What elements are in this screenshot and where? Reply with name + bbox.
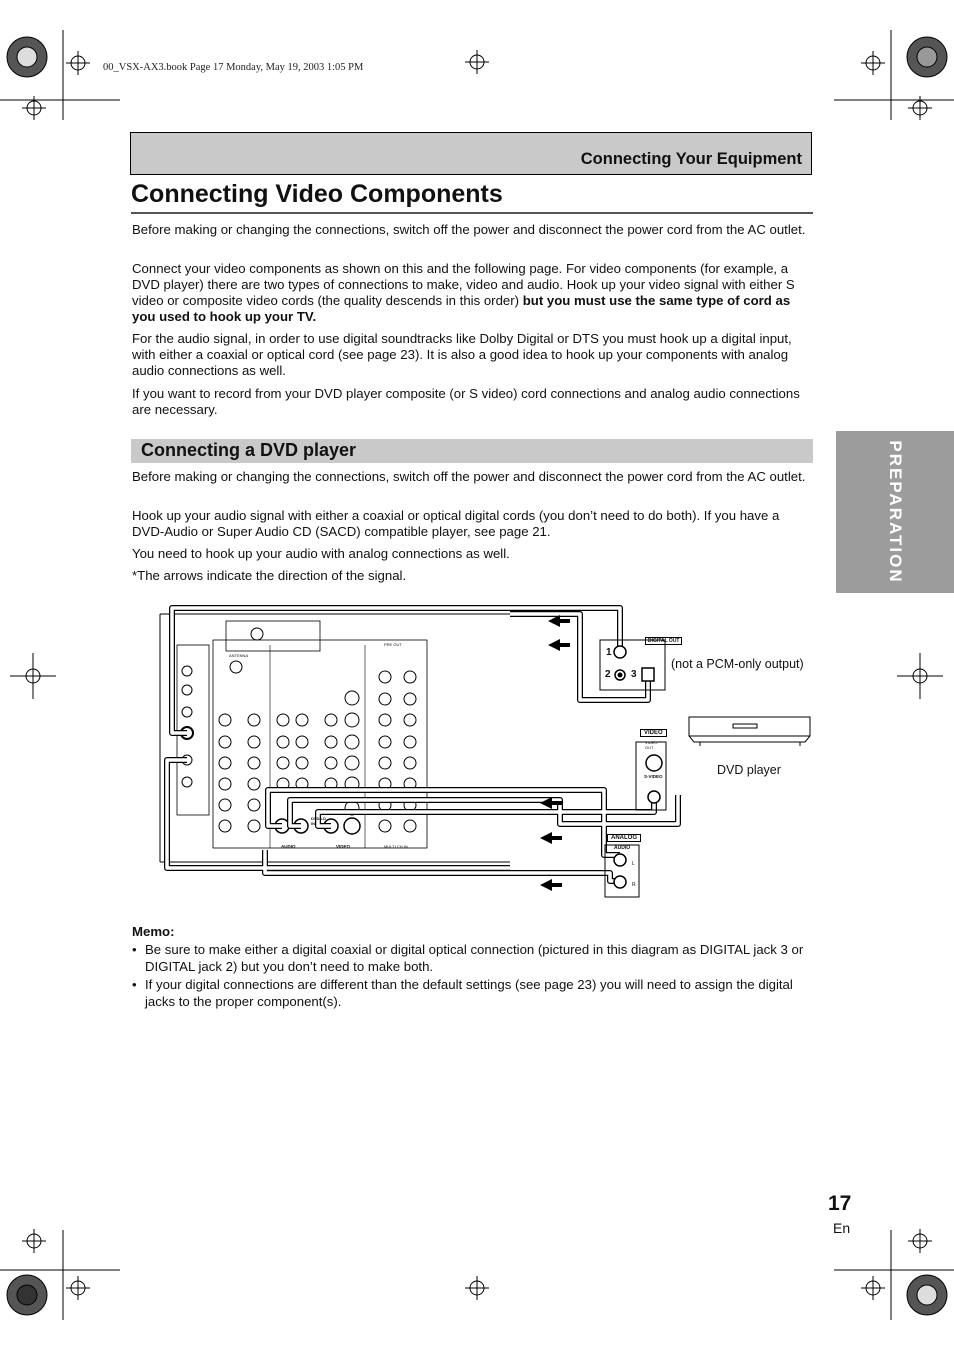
print-header: 00_VSX-AX3.book Page 17 Monday, May 19, 2003 1:05 PM <box>103 62 364 73</box>
page-number: 17 <box>828 1192 852 1215</box>
side-tab <box>836 431 954 593</box>
intro-paragraph-1: Before making or changing the connections, switch off the power and disconnect the power cord from the AC outlet. <box>132 222 806 237</box>
analog-label: ANALOG <box>607 834 641 842</box>
section-title: Connecting Your Equipment <box>580 150 802 168</box>
intro-paragraph-2-text: Connect your video components as shown on this and the following page. For video components (for example, a DVD player) there are two types of connections to make, video and audio. Hook up your video signal with either S video or composite video cords (the quality descends in this order) <box>132 261 795 308</box>
intro-paragraph-3: For the audio signal, in order to use digital soundtracks like Dolby Digital or DTS you must hook up a digital input, with either a coaxial or optical cord (see page 23). It is also a good idea to hook up your components with analog audio connections as well. <box>132 331 792 378</box>
memo-item: • Be sure to make either a digital coaxial or digital optical connection (pictured in this diagram as DIGITAL jack 3 or DIGITAL jack 2) but you don’t need to make both. <box>132 941 814 975</box>
receiver-antenna-label: ANTENNA <box>229 653 249 658</box>
jack-3-label: 3 <box>631 669 637 680</box>
dvd-player-icon <box>689 717 810 746</box>
audio-r-label: R <box>632 882 636 888</box>
memo-item: • If your digital connections are different than the default settings (see page 23) you will need to assign the digital jacks to the proper component(s). <box>132 976 814 1010</box>
page-language: En <box>833 1220 851 1236</box>
cables <box>167 608 678 881</box>
not-pcm-label: (not a PCM-only output) <box>671 657 804 671</box>
audio-label: AUDIO <box>614 845 631 851</box>
jack-2-label: 2 <box>605 669 611 680</box>
receiver-preout-label: PRE OUT <box>384 642 402 647</box>
intro-paragraph-2-emphasis: but you must use the same type of cord as you used to hook up your TV. <box>132 293 791 324</box>
page-title: Connecting Video Components <box>131 180 503 208</box>
receiver-multi-ch-label: MULTI CH IN <box>384 844 408 849</box>
dvd-paragraph-3: You need to hook up your audio with analog connections as well. <box>132 546 510 561</box>
signal-arrows <box>540 615 570 891</box>
receiver-dvd-in-label: DVD/LD IN <box>311 816 326 826</box>
s-video-label: S-VIDEO <box>644 774 663 779</box>
receiver-jacks <box>181 628 416 834</box>
dvd-player-label: DVD player <box>717 763 781 777</box>
digital-out-label: DIGITAL OUT <box>645 637 682 645</box>
side-tab-label: PREPARATION <box>886 440 905 584</box>
audio-l-label: L <box>632 861 635 867</box>
video-out-label: VIDEO OUT <box>645 740 658 750</box>
jack-1-label: 1 <box>606 647 612 658</box>
dvd-paragraph-1: Before making or changing the connections, switch off the power and disconnect the power cord from the AC outlet. <box>132 469 806 484</box>
subsection-title: Connecting a DVD player <box>141 440 357 460</box>
intro-paragraph-4: If you want to record from your DVD player composite (or S video) cord connections and analog audio connections are necessary. <box>132 386 800 417</box>
dvd-paragraph-4: *The arrows indicate the direction of the signal. <box>132 568 407 583</box>
video-label: VIDEO <box>640 729 667 737</box>
receiver-video-label: VIDEO <box>336 844 351 849</box>
receiver-audio-label: AUDIO <box>281 844 296 849</box>
dvd-paragraph-2: Hook up your audio signal with either a coaxial or optical digital cords (you don’t need to do both). If you have a DVD-Audio or Super Audio CD (SACD) compatible player, see page 21. <box>132 508 780 539</box>
memo-list <box>132 941 814 1011</box>
memo-title: Memo: <box>132 924 175 939</box>
